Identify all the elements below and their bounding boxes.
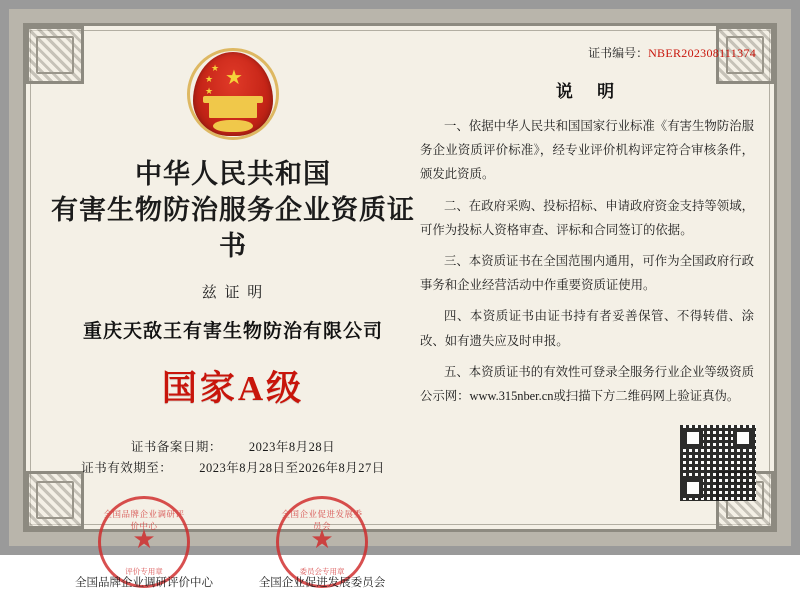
note-item: 五、本资质证书的有效性可登录全服务行业企业等级资质公示网：www.315nber.cn或扫描下方二维码网上验证真伪。 <box>420 364 754 403</box>
certificate-number-label: 证书编号： <box>588 46 649 60</box>
seal-group <box>48 496 418 590</box>
certificate-title <box>48 156 418 265</box>
filing-date-value: 2023年8月28日 <box>248 439 336 454</box>
note-item: 二、在政府采购、投标招标、申请政府资金支持等领域，可作为投标人资格审查、评标和合同签订的依据。 <box>420 198 754 237</box>
seal-arc-text: 全国品牌企业调研评价中心 <box>103 509 185 532</box>
date-row <box>48 458 418 480</box>
seal-block <box>68 496 220 590</box>
validity-date-label: 证书有效期至： <box>81 461 173 476</box>
attestation-label: 兹 证 明 <box>201 284 265 301</box>
seal-arc-text: 全国企业促进发展委员会 <box>281 509 363 532</box>
note-item: 四、本资质证书由证书持有者妥善保管、不得转借、涂改、如有遗失应及时申报。 <box>420 309 754 348</box>
company-name: 重庆天敌王有害生物防治有限公司 <box>82 320 383 342</box>
note-item: 一、依据中华人民共和国国家行业标准《有害生物防治服务企业资质评价标准》，经专业评价机构评定符合审核条件，颁发此资质。 <box>420 119 754 182</box>
seal-bottom-text: 评价专用章 <box>125 567 163 577</box>
filing-date-label: 证书备案日期： <box>130 439 222 454</box>
certificate-number-value: NBER202308111374 <box>648 46 756 60</box>
validity-date-value: 2023年8月28日至2026年8月27日 <box>199 461 385 476</box>
certificate-left-panel <box>48 40 418 590</box>
certificate-dates <box>48 437 418 481</box>
seal-bottom-text: 委员会专用章 <box>299 567 345 577</box>
grade-level: 国家A级 <box>161 368 305 408</box>
date-row <box>48 437 418 459</box>
certificate-title-line1: 中华人民共和国 <box>135 159 331 189</box>
note-item: 三、本资质证书在全国范围内通用，可作为全国政府行政事务和企业经营活动中作重要资质证使用。 <box>420 253 754 293</box>
notes-heading: 说 明 <box>555 82 625 101</box>
seal-caption: 全国品牌企业调研评价中心 <box>75 577 213 590</box>
seal-caption: 全国企业促进发展委员会 <box>258 577 386 590</box>
certificate-title-line2: 有害生物防治服务企业资质证书 <box>51 195 415 262</box>
certificate-right-panel <box>420 40 760 415</box>
certificate-number <box>420 44 756 61</box>
verification-qr-code-icon <box>680 425 756 501</box>
national-emblem-icon: ★ ★ ★ ★ <box>181 46 285 150</box>
seal-block <box>246 496 398 590</box>
certificate-content <box>34 34 766 590</box>
